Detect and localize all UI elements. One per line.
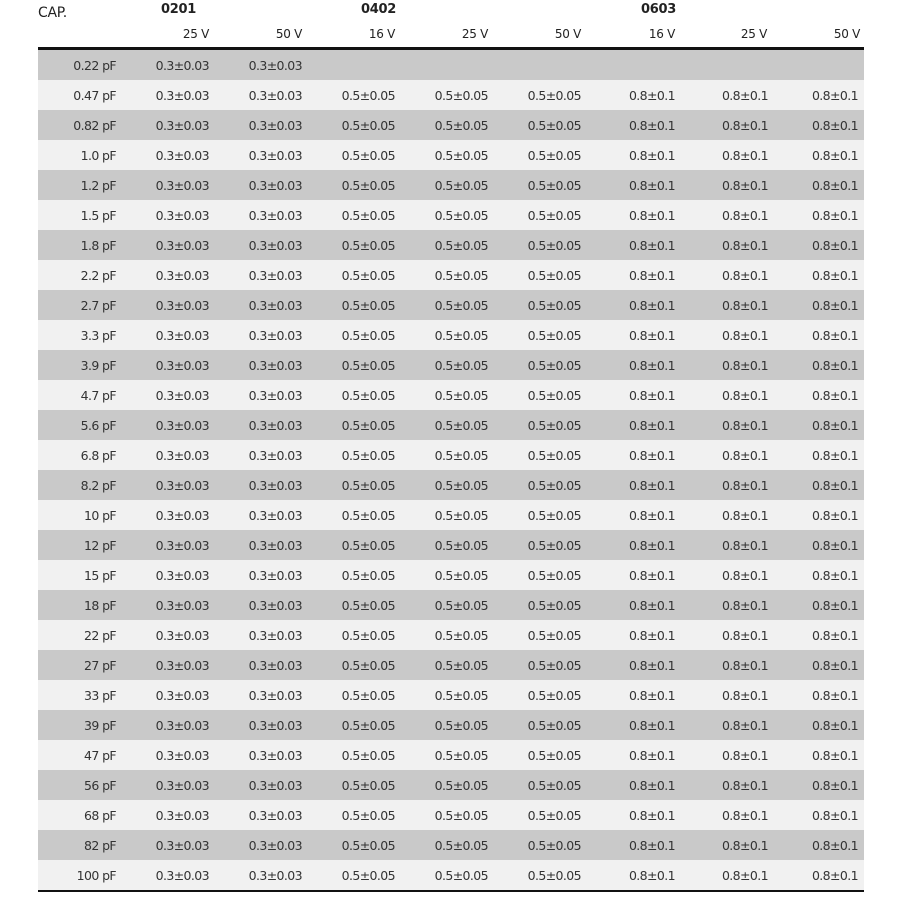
thickness-cell: 0.3±0.03 <box>116 200 209 230</box>
thickness-cell: 0.5±0.05 <box>488 440 581 470</box>
thickness-cell: 0.3±0.03 <box>209 860 302 891</box>
thickness-cell: 0.3±0.03 <box>116 860 209 891</box>
thickness-cell: 0.3±0.03 <box>116 800 209 830</box>
thickness-cell: 0.8±0.1 <box>768 260 864 290</box>
table-row <box>38 80 864 110</box>
thickness-cell: 0.3±0.03 <box>116 680 209 710</box>
thickness-cell: 0.3±0.03 <box>116 470 209 500</box>
thickness-cell: 0.8±0.1 <box>675 230 768 260</box>
table-row <box>38 440 864 470</box>
thickness-cell: 0.8±0.1 <box>768 140 864 170</box>
thickness-cell: 0.8±0.1 <box>581 140 675 170</box>
cap-value: 1.8 pF <box>38 230 116 260</box>
table-row <box>38 860 864 891</box>
thickness-cell: 0.5±0.05 <box>302 80 395 110</box>
cap-value: 0.47 pF <box>38 80 116 110</box>
thickness-cell: 0.5±0.05 <box>488 170 581 200</box>
thickness-cell: 0.5±0.05 <box>395 380 488 410</box>
thickness-cell: 0.5±0.05 <box>302 260 395 290</box>
thickness-cell: 0.3±0.03 <box>116 830 209 860</box>
thickness-cell: 0.5±0.05 <box>488 500 581 530</box>
data-table <box>38 50 864 892</box>
thickness-cell: 0.5±0.05 <box>488 590 581 620</box>
thickness-cell: 0.3±0.03 <box>116 410 209 440</box>
thickness-cell: 0.5±0.05 <box>395 140 488 170</box>
thickness-cell: 0.8±0.1 <box>768 740 864 770</box>
thickness-cell: 0.8±0.1 <box>675 860 768 891</box>
thickness-cell: 0.5±0.05 <box>488 800 581 830</box>
table-row <box>38 830 864 860</box>
table-row <box>38 770 864 800</box>
cap-value: 0.82 pF <box>38 110 116 140</box>
thickness-cell: 0.8±0.1 <box>675 80 768 110</box>
thickness-cell: 0.8±0.1 <box>675 770 768 800</box>
table-row <box>38 170 864 200</box>
thickness-cell: 0.5±0.05 <box>302 620 395 650</box>
thickness-cell: 0.5±0.05 <box>488 830 581 860</box>
thickness-cell: 0.5±0.05 <box>395 590 488 620</box>
thickness-cell: 0.5±0.05 <box>488 230 581 260</box>
thickness-cell: 0.3±0.03 <box>116 140 209 170</box>
voltage-header: 16 V <box>648 27 675 41</box>
thickness-cell: 0.3±0.03 <box>116 590 209 620</box>
thickness-cell: 0.5±0.05 <box>395 260 488 290</box>
thickness-cell: 0.8±0.1 <box>581 410 675 440</box>
thickness-cell: 0.8±0.1 <box>768 200 864 230</box>
thickness-cell: 0.8±0.1 <box>768 470 864 500</box>
thickness-cell: 0.8±0.1 <box>768 530 864 560</box>
cap-value: 3.9 pF <box>38 350 116 380</box>
thickness-cell: 0.5±0.05 <box>302 740 395 770</box>
thickness-cell: 0.8±0.1 <box>581 380 675 410</box>
voltage-header: 25 V <box>182 27 209 41</box>
thickness-cell: 0.8±0.1 <box>768 500 864 530</box>
thickness-cell: 0.8±0.1 <box>768 770 864 800</box>
cap-value: 0.22 pF <box>38 50 116 80</box>
thickness-cell: 0.3±0.03 <box>116 620 209 650</box>
thickness-cell: 0.8±0.1 <box>768 680 864 710</box>
table-row <box>38 650 864 680</box>
thickness-cell: 0.8±0.1 <box>768 290 864 320</box>
thickness-cell: 0.8±0.1 <box>581 530 675 560</box>
table-row <box>38 620 864 650</box>
thickness-cell: 0.3±0.03 <box>209 320 302 350</box>
thickness-cell: 0.3±0.03 <box>209 590 302 620</box>
thickness-cell: 0.5±0.05 <box>395 440 488 470</box>
thickness-cell <box>581 50 675 80</box>
thickness-cell: 0.3±0.03 <box>209 350 302 380</box>
size-group-0201: 0201 <box>161 2 196 17</box>
thickness-cell: 0.5±0.05 <box>488 740 581 770</box>
thickness-cell: 0.8±0.1 <box>768 710 864 740</box>
cap-value: 6.8 pF <box>38 440 116 470</box>
thickness-cell: 0.5±0.05 <box>302 530 395 560</box>
thickness-cell: 0.5±0.05 <box>395 830 488 860</box>
cap-value: 100 pF <box>38 860 116 891</box>
thickness-cell: 0.5±0.05 <box>488 770 581 800</box>
thickness-cell: 0.8±0.1 <box>581 260 675 290</box>
thickness-cell <box>395 50 488 80</box>
thickness-cell: 0.5±0.05 <box>302 200 395 230</box>
thickness-cell: 0.3±0.03 <box>209 380 302 410</box>
thickness-cell: 0.5±0.05 <box>302 230 395 260</box>
voltage-header: 50 V <box>554 27 581 41</box>
thickness-cell: 0.3±0.03 <box>209 530 302 560</box>
thickness-cell: 0.3±0.03 <box>209 110 302 140</box>
thickness-cell: 0.8±0.1 <box>675 530 768 560</box>
thickness-cell: 0.5±0.05 <box>302 560 395 590</box>
thickness-cell: 0.5±0.05 <box>488 470 581 500</box>
thickness-cell: 0.5±0.05 <box>302 680 395 710</box>
thickness-cell: 0.5±0.05 <box>488 650 581 680</box>
thickness-cell: 0.3±0.03 <box>116 230 209 260</box>
thickness-cell: 0.3±0.03 <box>209 410 302 440</box>
thickness-cell: 0.8±0.1 <box>675 200 768 230</box>
thickness-cell: 0.3±0.03 <box>209 620 302 650</box>
thickness-cell: 0.8±0.1 <box>675 740 768 770</box>
thickness-cell: 0.8±0.1 <box>675 710 768 740</box>
thickness-cell: 0.5±0.05 <box>488 380 581 410</box>
thickness-cell: 0.8±0.1 <box>675 440 768 470</box>
thickness-cell: 0.8±0.1 <box>581 80 675 110</box>
thickness-cell: 0.3±0.03 <box>116 440 209 470</box>
cap-value: 4.7 pF <box>38 380 116 410</box>
table-row <box>38 50 864 80</box>
table-row <box>38 740 864 770</box>
thickness-cell: 0.5±0.05 <box>395 860 488 891</box>
thickness-cell: 0.3±0.03 <box>116 80 209 110</box>
thickness-cell: 0.3±0.03 <box>209 440 302 470</box>
thickness-cell: 0.3±0.03 <box>209 140 302 170</box>
table-row <box>38 200 864 230</box>
thickness-cell: 0.3±0.03 <box>209 470 302 500</box>
thickness-cell: 0.5±0.05 <box>395 290 488 320</box>
thickness-cell: 0.5±0.05 <box>488 530 581 560</box>
thickness-cell: 0.3±0.03 <box>116 170 209 200</box>
thickness-cell: 0.8±0.1 <box>581 440 675 470</box>
thickness-cell: 0.8±0.1 <box>675 260 768 290</box>
cap-value: 2.7 pF <box>38 290 116 320</box>
thickness-cell: 0.8±0.1 <box>581 830 675 860</box>
thickness-cell: 0.5±0.05 <box>488 320 581 350</box>
cap-value: 18 pF <box>38 590 116 620</box>
thickness-cell: 0.8±0.1 <box>581 860 675 891</box>
cap-value: 33 pF <box>38 680 116 710</box>
thickness-cell: 0.5±0.05 <box>395 650 488 680</box>
thickness-cell: 0.8±0.1 <box>768 650 864 680</box>
thickness-cell: 0.5±0.05 <box>302 590 395 620</box>
thickness-cell: 0.5±0.05 <box>395 350 488 380</box>
thickness-cell <box>675 50 768 80</box>
thickness-cell: 0.3±0.03 <box>116 740 209 770</box>
cap-value: 68 pF <box>38 800 116 830</box>
thickness-cell: 0.3±0.03 <box>209 80 302 110</box>
thickness-cell: 0.8±0.1 <box>581 230 675 260</box>
thickness-cell: 0.8±0.1 <box>768 620 864 650</box>
thickness-cell: 0.8±0.1 <box>581 590 675 620</box>
cap-value: 27 pF <box>38 650 116 680</box>
thickness-cell: 0.5±0.05 <box>395 740 488 770</box>
thickness-cell: 0.8±0.1 <box>768 590 864 620</box>
thickness-cell: 0.8±0.1 <box>675 650 768 680</box>
thickness-cell: 0.5±0.05 <box>395 530 488 560</box>
thickness-cell: 0.3±0.03 <box>116 500 209 530</box>
cap-value: 8.2 pF <box>38 470 116 500</box>
thickness-cell: 0.3±0.03 <box>116 710 209 740</box>
cap-value: 1.0 pF <box>38 140 116 170</box>
table-row <box>38 680 864 710</box>
thickness-cell: 0.8±0.1 <box>675 620 768 650</box>
capacitor-thickness-table <box>38 0 864 892</box>
thickness-cell: 0.8±0.1 <box>675 290 768 320</box>
thickness-cell <box>302 50 395 80</box>
table-row <box>38 410 864 440</box>
thickness-cell: 0.5±0.05 <box>395 230 488 260</box>
thickness-cell: 0.8±0.1 <box>675 560 768 590</box>
thickness-cell: 0.5±0.05 <box>395 200 488 230</box>
table-row <box>38 320 864 350</box>
thickness-cell: 0.8±0.1 <box>768 440 864 470</box>
thickness-cell: 0.8±0.1 <box>768 410 864 440</box>
table-row <box>38 110 864 140</box>
thickness-cell: 0.3±0.03 <box>116 290 209 320</box>
thickness-cell: 0.8±0.1 <box>675 110 768 140</box>
thickness-cell: 0.3±0.03 <box>209 770 302 800</box>
thickness-cell: 0.8±0.1 <box>581 290 675 320</box>
thickness-cell: 0.5±0.05 <box>488 80 581 110</box>
thickness-cell: 0.8±0.1 <box>768 320 864 350</box>
thickness-cell: 0.5±0.05 <box>395 500 488 530</box>
thickness-cell: 0.8±0.1 <box>581 110 675 140</box>
thickness-cell: 0.8±0.1 <box>675 140 768 170</box>
cap-value: 1.2 pF <box>38 170 116 200</box>
table-row <box>38 710 864 740</box>
thickness-cell: 0.5±0.05 <box>302 110 395 140</box>
thickness-cell: 0.8±0.1 <box>581 680 675 710</box>
thickness-cell: 0.8±0.1 <box>675 170 768 200</box>
thickness-cell: 0.8±0.1 <box>675 380 768 410</box>
thickness-cell: 0.5±0.05 <box>302 770 395 800</box>
table-row <box>38 230 864 260</box>
table-body <box>38 50 864 891</box>
table-row <box>38 350 864 380</box>
cap-value: 2.2 pF <box>38 260 116 290</box>
thickness-cell: 0.3±0.03 <box>209 200 302 230</box>
thickness-cell: 0.8±0.1 <box>581 470 675 500</box>
thickness-cell: 0.5±0.05 <box>302 830 395 860</box>
thickness-cell: 0.3±0.03 <box>116 260 209 290</box>
thickness-cell: 0.5±0.05 <box>395 680 488 710</box>
thickness-cell: 0.3±0.03 <box>209 830 302 860</box>
thickness-cell: 0.3±0.03 <box>209 50 302 80</box>
thickness-cell: 0.5±0.05 <box>302 500 395 530</box>
thickness-cell: 0.5±0.05 <box>302 710 395 740</box>
thickness-cell: 0.5±0.05 <box>488 260 581 290</box>
thickness-cell: 0.3±0.03 <box>209 710 302 740</box>
thickness-cell: 0.3±0.03 <box>116 50 209 80</box>
cap-value: 12 pF <box>38 530 116 560</box>
thickness-cell: 0.8±0.1 <box>581 350 675 380</box>
thickness-cell: 0.5±0.05 <box>395 320 488 350</box>
thickness-cell: 0.8±0.1 <box>768 860 864 891</box>
cap-value: 3.3 pF <box>38 320 116 350</box>
thickness-cell: 0.8±0.1 <box>675 470 768 500</box>
cap-value: 56 pF <box>38 770 116 800</box>
cap-value: 39 pF <box>38 710 116 740</box>
thickness-cell: 0.3±0.03 <box>116 320 209 350</box>
thickness-cell: 0.8±0.1 <box>581 770 675 800</box>
thickness-cell: 0.5±0.05 <box>302 800 395 830</box>
voltage-header: 50 V <box>833 27 860 41</box>
voltage-header: 50 V <box>275 27 302 41</box>
thickness-cell: 0.8±0.1 <box>581 650 675 680</box>
thickness-cell: 0.5±0.05 <box>302 440 395 470</box>
voltage-header: 25 V <box>461 27 488 41</box>
voltage-header: 16 V <box>368 27 395 41</box>
cap-value: 1.5 pF <box>38 200 116 230</box>
thickness-cell: 0.3±0.03 <box>209 650 302 680</box>
thickness-cell: 0.3±0.03 <box>116 530 209 560</box>
thickness-cell: 0.5±0.05 <box>302 170 395 200</box>
thickness-cell: 0.3±0.03 <box>116 350 209 380</box>
cap-value: 15 pF <box>38 560 116 590</box>
thickness-cell: 0.5±0.05 <box>302 350 395 380</box>
thickness-cell: 0.5±0.05 <box>488 200 581 230</box>
table-row <box>38 590 864 620</box>
thickness-cell: 0.5±0.05 <box>488 110 581 140</box>
thickness-cell <box>768 50 864 80</box>
thickness-cell: 0.8±0.1 <box>581 320 675 350</box>
thickness-cell: 0.3±0.03 <box>116 560 209 590</box>
thickness-cell: 0.5±0.05 <box>395 170 488 200</box>
thickness-cell: 0.8±0.1 <box>581 170 675 200</box>
thickness-cell: 0.8±0.1 <box>581 620 675 650</box>
size-group-0603: 0603 <box>641 2 676 17</box>
thickness-cell: 0.3±0.03 <box>209 680 302 710</box>
thickness-cell <box>488 50 581 80</box>
table-row <box>38 380 864 410</box>
thickness-cell: 0.8±0.1 <box>768 560 864 590</box>
thickness-cell: 0.8±0.1 <box>768 80 864 110</box>
cap-column-header: CAP. <box>38 5 67 21</box>
thickness-cell: 0.5±0.05 <box>488 710 581 740</box>
thickness-cell: 0.5±0.05 <box>302 380 395 410</box>
thickness-cell: 0.8±0.1 <box>675 830 768 860</box>
thickness-cell: 0.5±0.05 <box>395 800 488 830</box>
thickness-cell: 0.5±0.05 <box>488 560 581 590</box>
voltage-header: 25 V <box>740 27 767 41</box>
thickness-cell: 0.3±0.03 <box>209 260 302 290</box>
table-row <box>38 560 864 590</box>
thickness-cell: 0.5±0.05 <box>488 350 581 380</box>
thickness-cell: 0.8±0.1 <box>675 350 768 380</box>
table-row <box>38 290 864 320</box>
thickness-cell: 0.3±0.03 <box>209 800 302 830</box>
thickness-cell: 0.5±0.05 <box>488 620 581 650</box>
thickness-cell: 0.5±0.05 <box>395 710 488 740</box>
cap-value: 10 pF <box>38 500 116 530</box>
thickness-cell: 0.8±0.1 <box>581 800 675 830</box>
thickness-cell: 0.8±0.1 <box>768 170 864 200</box>
thickness-cell: 0.8±0.1 <box>675 320 768 350</box>
thickness-cell: 0.5±0.05 <box>302 140 395 170</box>
table-row <box>38 800 864 830</box>
table-row <box>38 140 864 170</box>
table-row <box>38 530 864 560</box>
thickness-cell: 0.5±0.05 <box>302 860 395 891</box>
thickness-cell: 0.5±0.05 <box>395 470 488 500</box>
table-row <box>38 470 864 500</box>
thickness-cell: 0.5±0.05 <box>395 80 488 110</box>
cap-value: 47 pF <box>38 740 116 770</box>
cap-value: 5.6 pF <box>38 410 116 440</box>
thickness-cell: 0.5±0.05 <box>395 620 488 650</box>
table-row <box>38 500 864 530</box>
thickness-cell: 0.8±0.1 <box>581 560 675 590</box>
thickness-cell: 0.8±0.1 <box>675 680 768 710</box>
thickness-cell: 0.8±0.1 <box>581 710 675 740</box>
thickness-cell: 0.8±0.1 <box>768 230 864 260</box>
thickness-cell: 0.5±0.05 <box>488 410 581 440</box>
thickness-cell: 0.5±0.05 <box>395 410 488 440</box>
thickness-cell: 0.8±0.1 <box>581 500 675 530</box>
thickness-cell: 0.3±0.03 <box>209 230 302 260</box>
thickness-cell: 0.5±0.05 <box>302 290 395 320</box>
size-group-0402: 0402 <box>361 2 396 17</box>
thickness-cell: 0.5±0.05 <box>302 410 395 440</box>
thickness-cell: 0.3±0.03 <box>116 770 209 800</box>
thickness-cell: 0.3±0.03 <box>116 110 209 140</box>
thickness-cell: 0.8±0.1 <box>581 200 675 230</box>
thickness-cell: 0.5±0.05 <box>488 140 581 170</box>
thickness-cell: 0.3±0.03 <box>209 170 302 200</box>
thickness-cell: 0.8±0.1 <box>581 740 675 770</box>
thickness-cell: 0.3±0.03 <box>116 650 209 680</box>
thickness-cell: 0.5±0.05 <box>302 320 395 350</box>
thickness-cell: 0.5±0.05 <box>488 680 581 710</box>
thickness-cell: 0.5±0.05 <box>488 290 581 320</box>
thickness-cell: 0.5±0.05 <box>302 650 395 680</box>
thickness-cell: 0.8±0.1 <box>675 800 768 830</box>
thickness-cell: 0.8±0.1 <box>675 590 768 620</box>
thickness-cell: 0.5±0.05 <box>302 470 395 500</box>
cap-value: 82 pF <box>38 830 116 860</box>
table-row <box>38 260 864 290</box>
thickness-cell: 0.5±0.05 <box>395 770 488 800</box>
thickness-cell: 0.3±0.03 <box>209 740 302 770</box>
thickness-cell: 0.8±0.1 <box>768 380 864 410</box>
thickness-cell: 0.8±0.1 <box>768 350 864 380</box>
thickness-cell: 0.8±0.1 <box>768 830 864 860</box>
cap-value: 22 pF <box>38 620 116 650</box>
table-header <box>38 0 864 50</box>
thickness-cell: 0.5±0.05 <box>395 110 488 140</box>
thickness-cell: 0.8±0.1 <box>768 800 864 830</box>
thickness-cell: 0.3±0.03 <box>209 500 302 530</box>
thickness-cell: 0.8±0.1 <box>768 110 864 140</box>
thickness-cell: 0.3±0.03 <box>116 380 209 410</box>
thickness-cell: 0.8±0.1 <box>675 500 768 530</box>
thickness-cell: 0.8±0.1 <box>675 410 768 440</box>
thickness-cell: 0.3±0.03 <box>209 290 302 320</box>
thickness-cell: 0.5±0.05 <box>395 560 488 590</box>
thickness-cell: 0.3±0.03 <box>209 560 302 590</box>
thickness-cell: 0.5±0.05 <box>488 860 581 891</box>
